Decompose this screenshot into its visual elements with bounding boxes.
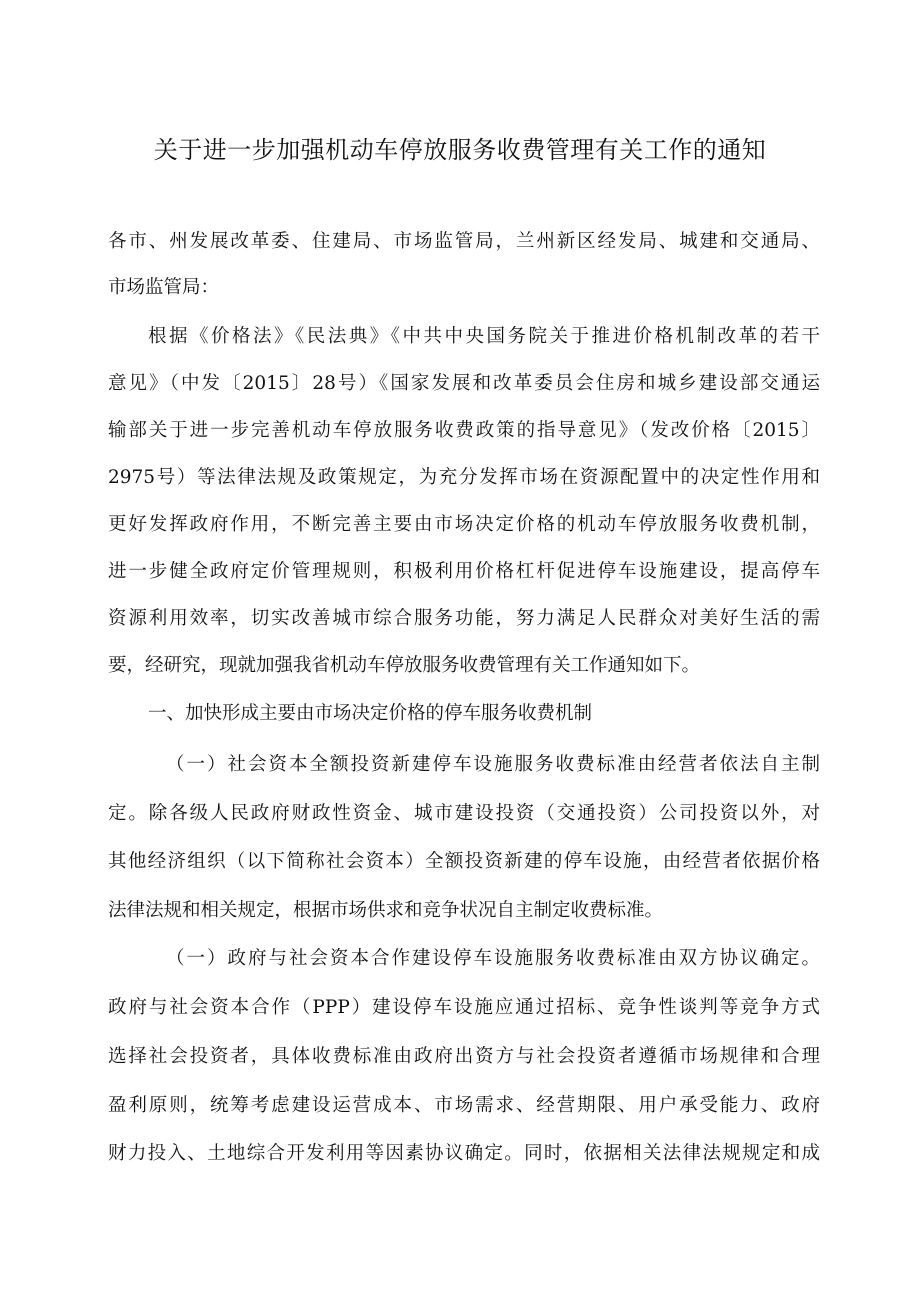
paragraph-line: 更好发挥政府作用，不断完善主要由市场决定价格的机动车停放服务收费机制， (108, 514, 820, 535)
paragraph-line: 意见》（中发〔2015〕28号）《国家发展和改革委员会住房和城乡建设部交通运 (108, 373, 820, 394)
addressee-line-1: 各市、州发展改革委、住建局、市场监管局，兰州新区经发局、城建和交通局、 (108, 231, 820, 252)
document-title: 关于进一步加强机动车停放服务收费管理有关工作的通知 (153, 136, 767, 164)
paragraph-line: 选择社会投资者，具体收费标准由政府出资方与社会投资者遵循市场规律和合理 (108, 1046, 820, 1067)
paragraph-line: 财力投入、土地综合开发利用等因素协议确定。同时，依据相关法律法规规定和成 (108, 1143, 820, 1164)
section-heading: 一、加快形成主要由市场决定价格的停车服务收费机制 (148, 703, 593, 724)
paragraph-line: 进一步健全政府定价管理规则，积极利用价格杠杆促进停车设施建设，提高停车 (108, 561, 820, 582)
paragraph-line: 资源利用效率，切实改善城市综合服务功能，努力满足人民群众对美好生活的需 (108, 608, 820, 629)
paragraph-line: 根据《价格法》《民法典》《中共中央国务院关于推进价格机制改革的若干 (148, 326, 820, 347)
paragraph-line: （一）政府与社会资本合作建设停车设施服务收费标准由双方协议确定。 (166, 948, 820, 969)
paragraph-line: （一）社会资本全额投资新建停车设施服务收费标准由经营者依法自主制 (166, 754, 820, 775)
paragraph-line: 法律法规和相关规定，根据市场供求和竞争状况自主制定收费标准。 (108, 900, 664, 921)
paragraph-line: 定。除各级人民政府财政性资金、城市建设投资（交通投资）公司投资以外，对 (108, 803, 820, 824)
paragraph-line: 盈利原则，统筹考虑建设运营成本、市场需求、经营期限、用户承受能力、政府 (108, 1095, 820, 1116)
paragraph-line: 政府与社会资本合作（PPP）建设停车设施应通过招标、竞争性谈判等竞争方式 (108, 997, 820, 1018)
paragraph-line: 其他经济组织（以下简称社会资本）全额投资新建的停车设施，由经营者依据价格 (108, 851, 820, 872)
paragraph-line: 输部关于进一步完善机动车停放服务收费政策的指导意见》（发改价格〔2015〕 (108, 420, 820, 441)
paragraph-line: 2975号）等法律法规及政策规定，为充分发挥市场在资源配置中的决定性作用和 (108, 467, 820, 488)
addressee-line-2: 市场监管局： (108, 277, 220, 298)
paragraph-line: 要，经研究，现就加强我省机动车停放服务收费管理有关工作通知如下。 (108, 655, 701, 676)
